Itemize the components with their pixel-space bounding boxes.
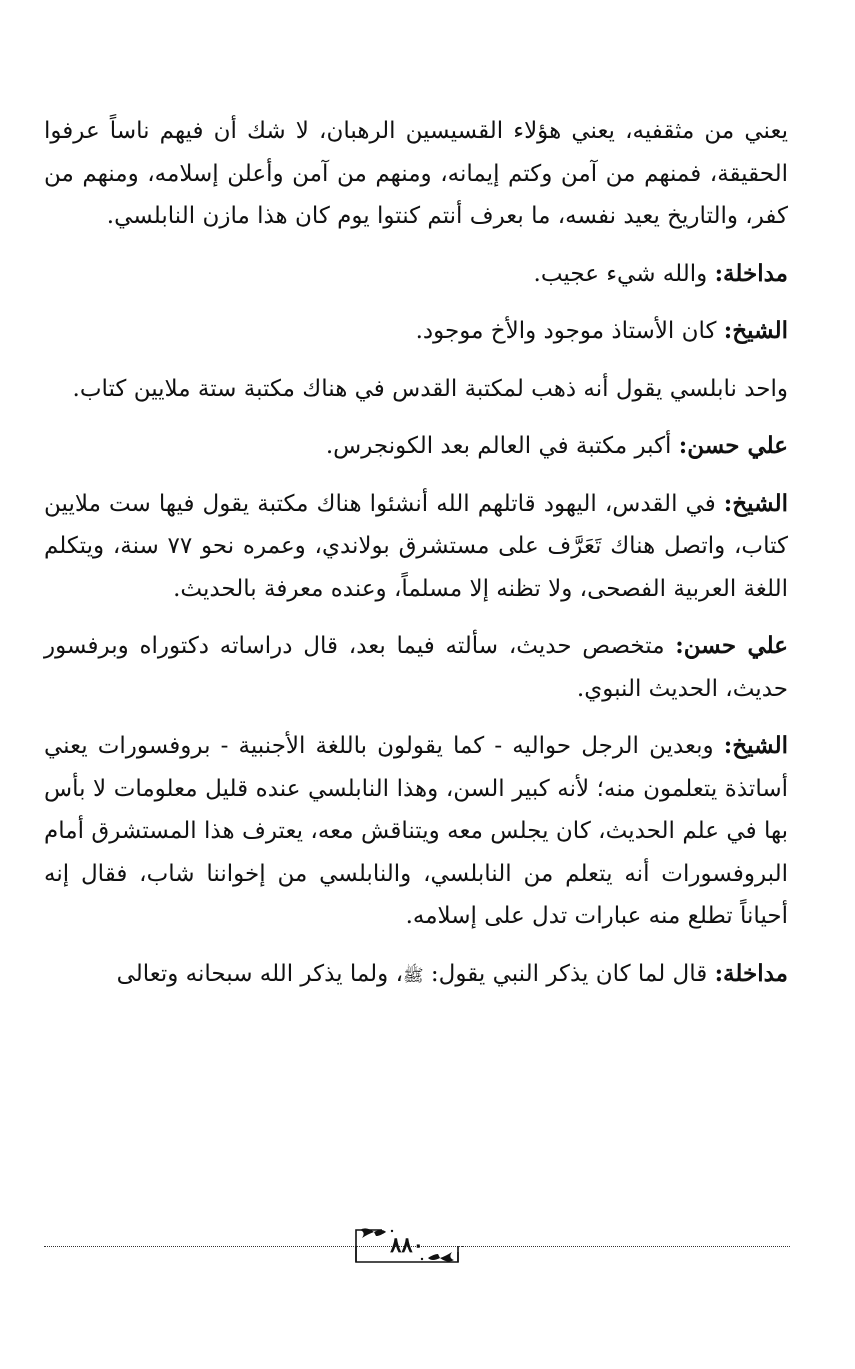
paragraph-8 <box>44 725 788 938</box>
speaker-label: مداخلة: <box>714 259 788 287</box>
paragraph-9 <box>44 953 788 998</box>
paragraph-text: كان الأستاذ موجود والأخ موجود. <box>415 318 724 344</box>
speaker-label: الشيخ: <box>723 317 788 344</box>
paragraph-text: أكبر مكتبة في العالم بعد الكونجرس. <box>325 433 679 459</box>
paragraph-7 <box>44 625 788 710</box>
paragraph-text: يعني من مثقفيه، يعني هؤلاء القسيسين الرهبان، لا شك أن فيهم ناساً عرفوا الحقيقة، فمنهم من آمن وكتم إيمانه، ومنهم من آمن وأعلن إسلامه، ومنهم من كفر، والتاريخ يعيد نفسه، ما بعرف أنتم كنتوا يوم كان هذا مازن النابلسي. <box>44 118 788 229</box>
speaker-label: الشيخ: <box>723 489 788 517</box>
paragraph-text: والله شيء عجيب. <box>533 260 715 287</box>
paragraph-text: متخصص حديث، سألته فيما بعد، قال دراساته دكتوراه وبرفسور حديث، الحديث النبوي. <box>44 633 788 702</box>
speaker-label: مداخلة: <box>714 959 788 987</box>
page-number-frame <box>352 1226 462 1264</box>
page-number: ٨٨٠ <box>390 1232 424 1257</box>
paragraph-5 <box>44 425 788 468</box>
paragraph-2 <box>44 253 788 296</box>
paragraph-1 <box>44 110 788 238</box>
speaker-label: علي حسن: <box>675 632 788 659</box>
paragraph-text-end: ، ولما يذكر الله سبحانه وتعالى <box>116 960 404 987</box>
paragraph-text: في القدس، اليهود قاتلهم الله أنشئوا هناك مكتبة يقول فيها ست ملايين كتاب، واتصل هناك تَعَرَّف على مستشرق بولاندي، وعمره نحو ٧٧ سنة، ويتكلم اللغة العربية الفصحى، ولا تظنه إلا مسلماً، وعنده معرفة بالحديث. <box>44 490 788 602</box>
paragraph-text-start: قال لما كان يذكر النبي يقول: <box>423 960 715 987</box>
paragraph-3 <box>44 310 788 353</box>
footer-rule-right <box>462 1246 790 1247</box>
paragraph-text: واحد نابلسي يقول أنه ذهب لمكتبة القدس في هناك مكتبة ستة ملايين كتاب. <box>72 375 788 402</box>
paragraph-text: وبعدين الرجل حواليه - كما يقولون باللغة الأجنبية - بروفسورات يعني أساتذة يتعلمون منه؛ لأنه كبير السن، وهذا النابلسي عنده قليل معلومات لا بأس بها في علم الحديث، كان يجلس معه ويتناقش معه، يعترف هذا المستشرق أمام البروفسورات أنه يتعلم من النابلسي، والنابلسي من إخواننا شاب، فقال إنه أحياناً تطلع منه عبارات تدل على إسلامه. <box>44 733 788 929</box>
speaker-label: علي حسن: <box>678 432 788 459</box>
pbuh-ligature: ﷺ <box>403 965 424 986</box>
page-footer <box>44 1222 790 1266</box>
speaker-label: الشيخ: <box>723 732 788 759</box>
paragraph-4 <box>44 368 788 411</box>
body-text <box>44 110 788 1012</box>
paragraph-6 <box>44 483 788 611</box>
